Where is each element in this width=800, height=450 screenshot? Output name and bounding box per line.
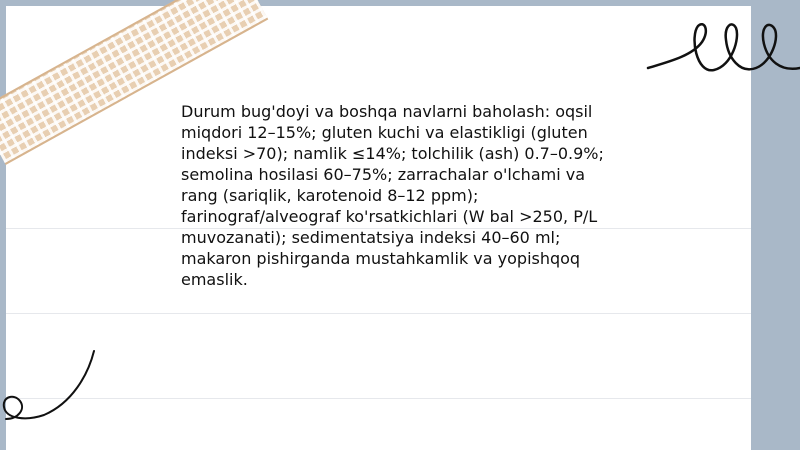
ruled-line: [6, 398, 751, 399]
loop-doodle-top-right: [640, 12, 800, 82]
swirl-doodle-bottom-left: [0, 345, 100, 425]
ruled-line: [6, 313, 751, 314]
note-text: Durum bug'doyi va boshqa navlarni baholash: oqsil miqdori 12–15%; gluten kuchi va elastikligi (gluten indeksi >70); namlik ≤14%; tolchilik (ash) 0.7–0.9%; semolina hosilasi 60–75%; zarrachalar o'lchami va rang (sariqlik, karotenoid 8–12 ppm); farinograf/alveograf ko'rsatkichlari (W bal >250, P/L muvozanati); sedimentatsiya indeksi 40–60 ml; makaron pishirganda mustahkamlik va yopishqoq emaslik.: [181, 102, 604, 289]
